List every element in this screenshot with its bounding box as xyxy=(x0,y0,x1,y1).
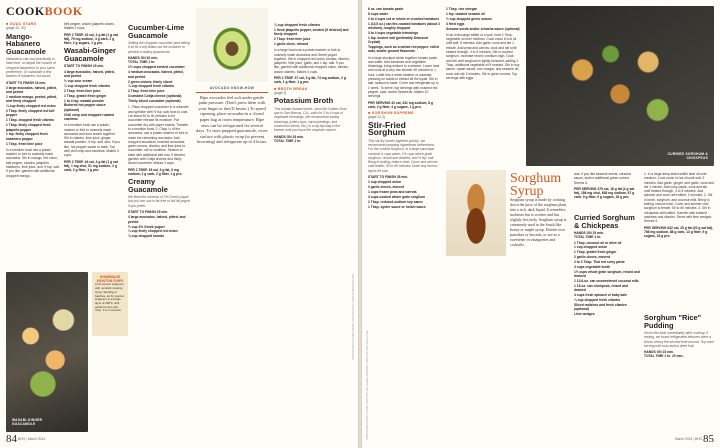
sidebar-body: Cool wonton wrappers with nonstick cooking spray. Working in batches, air-fry wonton wrappers in a single layer at 400°F until golden brown and crisp, 3 to 4 minutes. xyxy=(95,282,125,313)
left-folio xyxy=(6,433,45,445)
ingredient: Chili crisp and chopped roasted cashews xyxy=(64,112,115,121)
ingredient: ¼ cup chopped fresh cilantro xyxy=(274,23,320,27)
ingredient: 1 medium mango, peeled, pitted, and finely chopped xyxy=(6,95,58,104)
ingredient: 4 large avocados, halved, pitted, and peeled xyxy=(128,215,186,224)
photo-credit: PHOTOGRAPHY BLAINE MOATS. FOOD STYLING: CHARLIE WORTHINGTON xyxy=(352,273,355,360)
ingredient: 2 Tbsp. fresh lime juice xyxy=(274,37,311,42)
recipe-method-continued: bell pepper, and/or jalapeño slices. Makes 2 cups. xyxy=(64,22,115,31)
recipe-total-time: TOTAL TIME 1 hr. xyxy=(574,235,602,240)
section-page-ref: (page 3) xyxy=(274,90,287,95)
ingredient-list xyxy=(128,215,190,238)
left-col-3 xyxy=(128,22,190,241)
left-col-4 xyxy=(274,22,350,143)
recipe-nutrition: PER 2 TBSP. 37 cal, 3 g fat, 74 mg sodium, 2 g carb, 1 g fiber, 1 g pro. xyxy=(274,76,346,85)
ingredient: ½ cup 2% Greek yogurt xyxy=(128,224,165,229)
ingredient: ½ cup chopped green onions xyxy=(446,16,492,21)
ingredient: 1 tsp. toasted sesame oil xyxy=(446,11,486,16)
ingredient: 1 15-oz. can chickpeas, rinsed and drained xyxy=(574,284,629,293)
recipe-title: Potassium Broth xyxy=(274,96,334,106)
ingredient: Sliced radishes and fresh cilantro (optional) xyxy=(574,302,627,312)
ingredient-list xyxy=(446,7,520,31)
page-number: 84 xyxy=(6,433,17,445)
ingredient: Buttered hot pepper sauce (optional) xyxy=(64,103,106,112)
left-col-1 xyxy=(6,22,60,180)
right-page xyxy=(362,0,720,448)
running-head xyxy=(6,4,83,19)
recipe-intro: Serve this treat immediately after cooking. If resting, we found refrigerated leftovers were a bit too chewy the second time around. Top each serving with nuts and/or dried fruit. xyxy=(644,331,714,348)
ingredient: 6 oz. can tomato paste xyxy=(368,7,404,11)
left-page xyxy=(0,0,358,448)
ingredient: 2 Tbsp. fresh lime juice xyxy=(128,89,165,94)
right-col-3 xyxy=(644,172,714,240)
avocado-know-how xyxy=(196,86,268,145)
wonton-chips-sidebar xyxy=(92,272,128,336)
recipe-title: Creamy Guacamole xyxy=(128,177,168,194)
ingredient: 2 large avocados, halved, pitted, and peeled xyxy=(6,85,57,95)
recipe-title: Stir-Fried Sorghum xyxy=(368,119,406,138)
ingredient: 2 to 3 Tbsp. Thai red curry paste xyxy=(574,260,625,265)
ingredient: Sesame seeds and/or sriracha sauce (optional) xyxy=(446,26,520,31)
avocado-text: Ripe avocados feel soft under gentle palm pressure. (Don't press them with your finger or they'll bruise.) To speed ripening, place avocados in a closed paper bag at room temperature. Ripe ones can be refrigerated for several days. To store prepped guacamole, cover surface with plastic wrap (to prevent browning) and refrigerate up to 4 hours. xyxy=(196,94,268,145)
section-page-ref: (page 31-3) xyxy=(368,115,386,120)
recipe-total-time: TOTAL TIME 1 hr. 20 min. xyxy=(644,354,684,359)
ingredient: Crumbled Cotija cheese (optional) xyxy=(128,94,182,99)
ingredient: Thinly sliced cucumber (optional) xyxy=(128,99,181,104)
recipe-time: START TO FINISH 25 min. xyxy=(368,175,409,180)
ingredient: ¼ cup chopped fresh cilantro xyxy=(128,84,174,89)
sorghum-syrup-feature xyxy=(510,172,570,248)
recipe-hands-on: HANDS ON 20 min. xyxy=(128,55,158,60)
ingredient: 3 garlic cloves, minced xyxy=(368,185,405,190)
recipe-intro: This stir-fry comes together quickly; we recommend prepping ingredients beforehand. For the cooked sorghum, in a large saucepan combine 4 cups water, 1½ cups whole-grain sorghum, rinsed and drained, and ½ tsp. salt. Bring to boiling; reduce heat. Cover and simmer until tender, 50 to 60 minutes. Drain any excess liquid; let cool. xyxy=(368,138,438,173)
folio-text: BHG | March 2024 xyxy=(17,436,46,441)
running-head-book: BOOK xyxy=(44,4,83,18)
avocado-photo xyxy=(196,8,268,82)
ingredient: ¼ cup chopped tomato xyxy=(128,234,165,239)
recipe-total-time: TOTAL TIME 1 hr. xyxy=(274,138,302,143)
section-page-ref: (page 31, 33) xyxy=(6,26,26,31)
right-col-1 xyxy=(368,6,440,211)
recipe-time: START TO FINISH 15 min. xyxy=(64,64,105,69)
recipe-title: Wasabi-Ginger Guacamole xyxy=(64,46,116,63)
ingredient-list xyxy=(128,65,190,103)
ingredient: 4 large avocados, halved, pitted, and peeled xyxy=(64,69,115,79)
avocado-kicker: AVOCADO KNOW-HOW xyxy=(209,86,255,90)
syrup-body: Sorghum syrup is made by cooking down the juice of the sorghum plant into a rich, dark liquid. It resembles molasses but is sweeter and has slightly less body. Sorghum syrup is commonly used in the South like honey or maple syrup. Drizzle over pancakes or biscuits, or use as a sweetener in vinaigrettes and cocktails. xyxy=(510,198,567,247)
recipe-total-time: TOTAL TIME 1 hr. xyxy=(128,60,156,65)
ingredient: 3 cups cooked whole grain sorghum xyxy=(368,195,426,200)
ingredient: 4 cups vegetable broth xyxy=(574,265,610,270)
recipe-method: In a large bowl use a potato masher or fork to coarsely mash avocados and Greek yogurt together. Stir in chopped red onion, tomato, cilantro, jalapeño, lime juice, garlic, and 1 tsp. salt. If you like, garnish with additional chopped onion, tomato, and/or cilantro. Makes 4 cups. xyxy=(274,48,350,74)
recipe-nutrition: PER SERVING 479 cal, 18 g fat (4 g sat fat), 186 mg chol, 636 mg sodium, 67 g carb, 9 g fiber, 5 g sugars, 18 g pro. xyxy=(574,186,635,200)
ingredient: 1 Tbsp. finely chopped fresh jalapeño pepper xyxy=(6,123,51,132)
ingredient: 2 Tbsp. reduced-sodium soy sauce xyxy=(368,199,423,204)
folio-text: March 2024 | BHG xyxy=(674,436,703,441)
ingredient: 1 Tbsp. rice vinegar xyxy=(446,7,477,11)
ingredient: 4 cups fresh spinach or baby kale xyxy=(574,293,627,298)
curried-sorghum-photo xyxy=(526,6,714,166)
ingredient: 2 garlic cloves, minced xyxy=(574,255,611,260)
section-label: ■ BROTH BREAK xyxy=(274,86,308,91)
recipe-title: Curried Sorghum & Chickpeas xyxy=(574,213,635,230)
recipe-nutrition: PER SERVING 632 cal, 25 g fat (20 g sat fat), 766 mg sodium, 88 g carb, 13 g fiber, 9 g sugars, 18 g pro. xyxy=(644,225,714,239)
page-number: 85 xyxy=(703,433,714,445)
ingredient: 3 to 4 cups vegetable trimmings xyxy=(368,30,419,35)
ingredient: Toppings, such as crushed red pepper, rolled oats, and/or ground flaxseeds xyxy=(368,44,440,54)
recipe-intro: This tomato-forward broth—from the Golden Door spa in San Marcos, CA—calls for 3 to 4 cups of vegetable trimmings. We recommend saving trimmings (celery tops, carrot peelings, and mushroom stems, etc.) in a zip-top bag in the freezer until you have the requisite volume. xyxy=(274,106,347,133)
ingredient: 1 cup chopped onion xyxy=(368,180,402,185)
ingredient: 1 Tbsp. grated fresh ginger xyxy=(574,250,617,255)
ingredient: 1 Tbsp. coconut oil or olive oil xyxy=(574,240,622,245)
ingredient: ¼ cup chopped fresh cilantro xyxy=(574,298,620,303)
recipe-title: Cucumber-Lime Guacamole xyxy=(128,23,185,40)
recipe-time: START TO FINISH 15 min. xyxy=(6,80,47,85)
ingredient: 1 cup chopped onion xyxy=(574,245,608,250)
recipe-nutrition: PER 2 TBSP. 42 cal, 4 g fat (1 g sat fat), 75 mg sodium, 4 g carb, 2 g fiber, 2 g sugars, 1 g pro. xyxy=(64,32,118,46)
recipe-method: In a medium bowl use a potato masher or fork to coarsely mash avocados and sour cream together. Stir in cilantro, lime juice, ginger, wasabi powder, ½ tsp. salt, and, if you like, hot pepper sauce to taste. Top with chili crisp and cashews. Makes 3 cups. xyxy=(64,123,120,158)
right-folio xyxy=(675,433,714,445)
ingredient: 4 fried eggs xyxy=(446,21,465,26)
ingredient: ¼ cup finely chopped red onion xyxy=(6,104,56,109)
section-label: ■ GUAC STARS xyxy=(6,22,37,26)
recipe-method: In a large stockpot whisk together tomato paste and water. Add tomatoes and vegetable trimmings, bring mixture to a simmer. Lower heat and cook at a very low simmer 40 minutes to 1 hour. Ladle into a mesh strainer or colander, pressing on solids to extract all the liquid. Stir in salt, season to taste. Cover and refrigerate up to 1 week. To serve, top servings with crushed red pepper, oats, and/or flaxseeds. Makes 10 servings. xyxy=(368,55,440,99)
recipe-hands-on: HANDS ON 15 min. xyxy=(574,231,604,235)
recipe-method: 1. In a large deep-sided skillet heat oil over medium. Cook onion in hot oil until soft, 5 minutes. Add garlic, ginger, and garlic; cook and stir 1 minute. Add curry paste, cook and stir until heated through, 4 to 5 minutes. Add spinach and cook until wilted, 2 minutes. 2. Stir in broth, sorghum, and coconut milk. Bring to boiling; reduce heat. Cover and simmer until sorghum is tender, 50 to 60 minutes. 3. Stir in chickpeas until wilted. Garnish with toasted cashews and cilantro. Serve with lime wedges. Serves 4. xyxy=(644,172,715,224)
ingredient: 1 Tbsp. grated fresh ginger xyxy=(64,93,107,98)
recipe-hands-on: HANDS ON 15 min. xyxy=(274,134,304,139)
divider xyxy=(196,92,268,93)
ingredient: 1½ cups whole grain sorghum, rinsed and drained xyxy=(574,269,640,279)
ingredient-list xyxy=(6,86,60,146)
ingredient: 1 tsp. kosher salt (preferably Diamond Crystal) xyxy=(368,35,428,45)
right-col-2b xyxy=(574,172,640,202)
ingredient: 8 cups water xyxy=(368,11,388,16)
recipe-method: In a medium bowl use a potato masher or fork to coarsely mash avocados. Stir in mango, red onion, bell pepper, cilantro, jalapeño, habanero, lime juice, and ½ tsp. salt. If you like, garnish with additional chopped mango, xyxy=(6,147,60,178)
ingredient: 1 (14.5 oz.) can fire-roasted tomatoes (about 3 medium), roughly chopped xyxy=(368,21,440,30)
recipe-title: Sorghum "Rice" Pudding xyxy=(644,313,702,330)
recipe-intro: Salting the chopped cucumber (and letting it sit for a bit) draws out the moisture to prevent a watery guacamole. xyxy=(128,41,190,54)
ingredient-list xyxy=(274,23,350,46)
ingredient-list xyxy=(64,70,120,121)
ingredient: 2 Tbsp. fresh lime juice xyxy=(64,88,101,93)
ingredient: 2 Tbsp. finely chopped red bell pepper xyxy=(6,109,55,118)
ingredient: 1 13.6-oz. can unsweetened coconut milk xyxy=(574,279,639,284)
wasabi-guacamole-photo xyxy=(6,272,88,432)
recipe-intro: We liked the richness of 2% Greek yogurt but you can sub in fat-free or full-fat yogurt if you prefer. xyxy=(128,195,190,208)
ingredient: 3 to 4 cups cut or whole or crushed tomatoes xyxy=(368,16,440,21)
right-col-3c xyxy=(644,312,714,359)
ingredient-list xyxy=(368,7,440,54)
ingredient: 1 to 4 tsp. wasabi powder xyxy=(64,98,104,103)
ingredient: ¼ cup finely chopped red onion xyxy=(128,229,178,234)
left-col-2 xyxy=(64,22,120,174)
photo-caption: CURRIED SORGHUM & CHICKPEAS xyxy=(667,152,708,160)
recipe-method: In an extra-large skillet or a wok, heat 2 Tbsp. vegetable oil over medium. Cook onion in hot oil until soft, 5 minutes. Add garlic; cook and stir 1 minute. Add peas and carrots; cook and stir until heated through, 4 to 5 minutes. Stir in cooked sorghum. Increase heat to medium-high. Cook and stir until sorghum is lightly browned, adding 1 Tbsp. additional vegetable oil if needed. Stir in soy sauce, oyster sauce, rice vinegar, and sesame oil; cook and stir 2 minutes. Stir in green onions. Top servings with eggs xyxy=(446,32,520,80)
ingredient: 1 fresh jalapeño pepper, seeded (if desired) and finely chopped xyxy=(274,27,349,37)
recipe-hands-on: HANDS ON 15 min. xyxy=(644,350,674,355)
recipe-method: 1. Place chopped cucumber in a colander and sprinkle with ½ tsp. salt; toss to coat. Let stand 30 to 40 minutes to let cucumber release its moisture. Pat cucumber dry with paper towels. Transfer to a medium bowl. 2. Chop ¼ of the avocados; use a potato masher or fork to mash the remaining avocados. Add chopped avocados, mashed avocados, green onions, cilantro, and lime juice to cucumber; stir to combine. Season to taste with additional salt and, if desired, garnish with Cotija cheese and thinly sliced cucumber. Makes 3 cups. xyxy=(128,105,189,166)
right-col-2 xyxy=(446,6,520,82)
ingredient: ¼ cup chopped fresh cilantro xyxy=(64,83,110,88)
ingredient: 1½ cups chopped seeded cucumber xyxy=(128,65,185,70)
photo-caption: WASABI-GINGER GUACAMOLE xyxy=(12,418,43,426)
sidebar-title: HOMEMADE WONTON CHIPS xyxy=(96,275,124,284)
syrup-title: Sorghum Syrup xyxy=(510,171,562,199)
photo-credit: PHOTOGRAPHY ANDY LYONS. PROP STYLING: KAREN JOHNSON. FOOD STYLING: GREG LUNA xyxy=(366,330,369,440)
ingredient: ½ cup sour cream xyxy=(64,78,93,83)
ingredient: 1 Tbsp. chopped fresh cilantro xyxy=(6,118,54,123)
recipe-intro: Habaneros can vary drastically in heat level, so adjust the volume of chopped habaneros to your spice preference. Or substitute a few dashes of habanero hot sauce. xyxy=(6,57,56,79)
recipe-method-continued: and, if you like sesame seeds, sriracha sauce, and/or additional green onions. Serves 4. xyxy=(574,172,631,185)
ingredient: Lime wedges xyxy=(574,312,595,317)
ingredient-list xyxy=(368,180,440,209)
recipe-nutrition: PER 2 TBSP. 39 cal, 3 g fat, 0 mg sodium, 2 g carb, 2 g fiber, 1 g pro. xyxy=(128,167,183,176)
section-label: ■ SORGHUM SUPREME xyxy=(368,111,414,116)
running-head-cook: COOK xyxy=(6,4,45,18)
ingredient: 2 green onions, thinly sliced xyxy=(128,79,173,84)
ingredient: 4 medium avocados, halved, pitted, and peeled xyxy=(128,70,184,79)
recipe-nutrition: PER SERVING 32 cal, 331 mg sodium, 8 g carb, 2 g fiber, 4 g sugars, 1 g pro. xyxy=(368,100,433,109)
ingredient-list xyxy=(574,241,640,317)
recipe-nutrition: PER 2 TBSP. 44 cal, 4 g fat (1 g sat fat), 1 mg chol, 51 mg sodium, 2 g carb, 2 g fiber, 1 g pro. xyxy=(64,159,118,173)
ingredient: 1 Tbsp. fresh lime juice xyxy=(6,141,43,146)
ingredient: 1 Tbsp. oyster sauce or hoisin sauce xyxy=(368,204,426,209)
ingredient: 1 tsp. finely chopped fresh habanero pepper xyxy=(6,132,48,141)
right-col-3b xyxy=(574,212,640,318)
ingredient: 1 cups frozen peas and carrots xyxy=(368,190,417,195)
recipe-title: Mango-Habanero Guacamole xyxy=(6,31,46,56)
sorghum-syrup-photo xyxy=(446,170,506,256)
recipe-time: START TO FINISH 15 min. xyxy=(128,210,169,215)
ingredient: 1 garlic clove, minced xyxy=(274,41,309,46)
